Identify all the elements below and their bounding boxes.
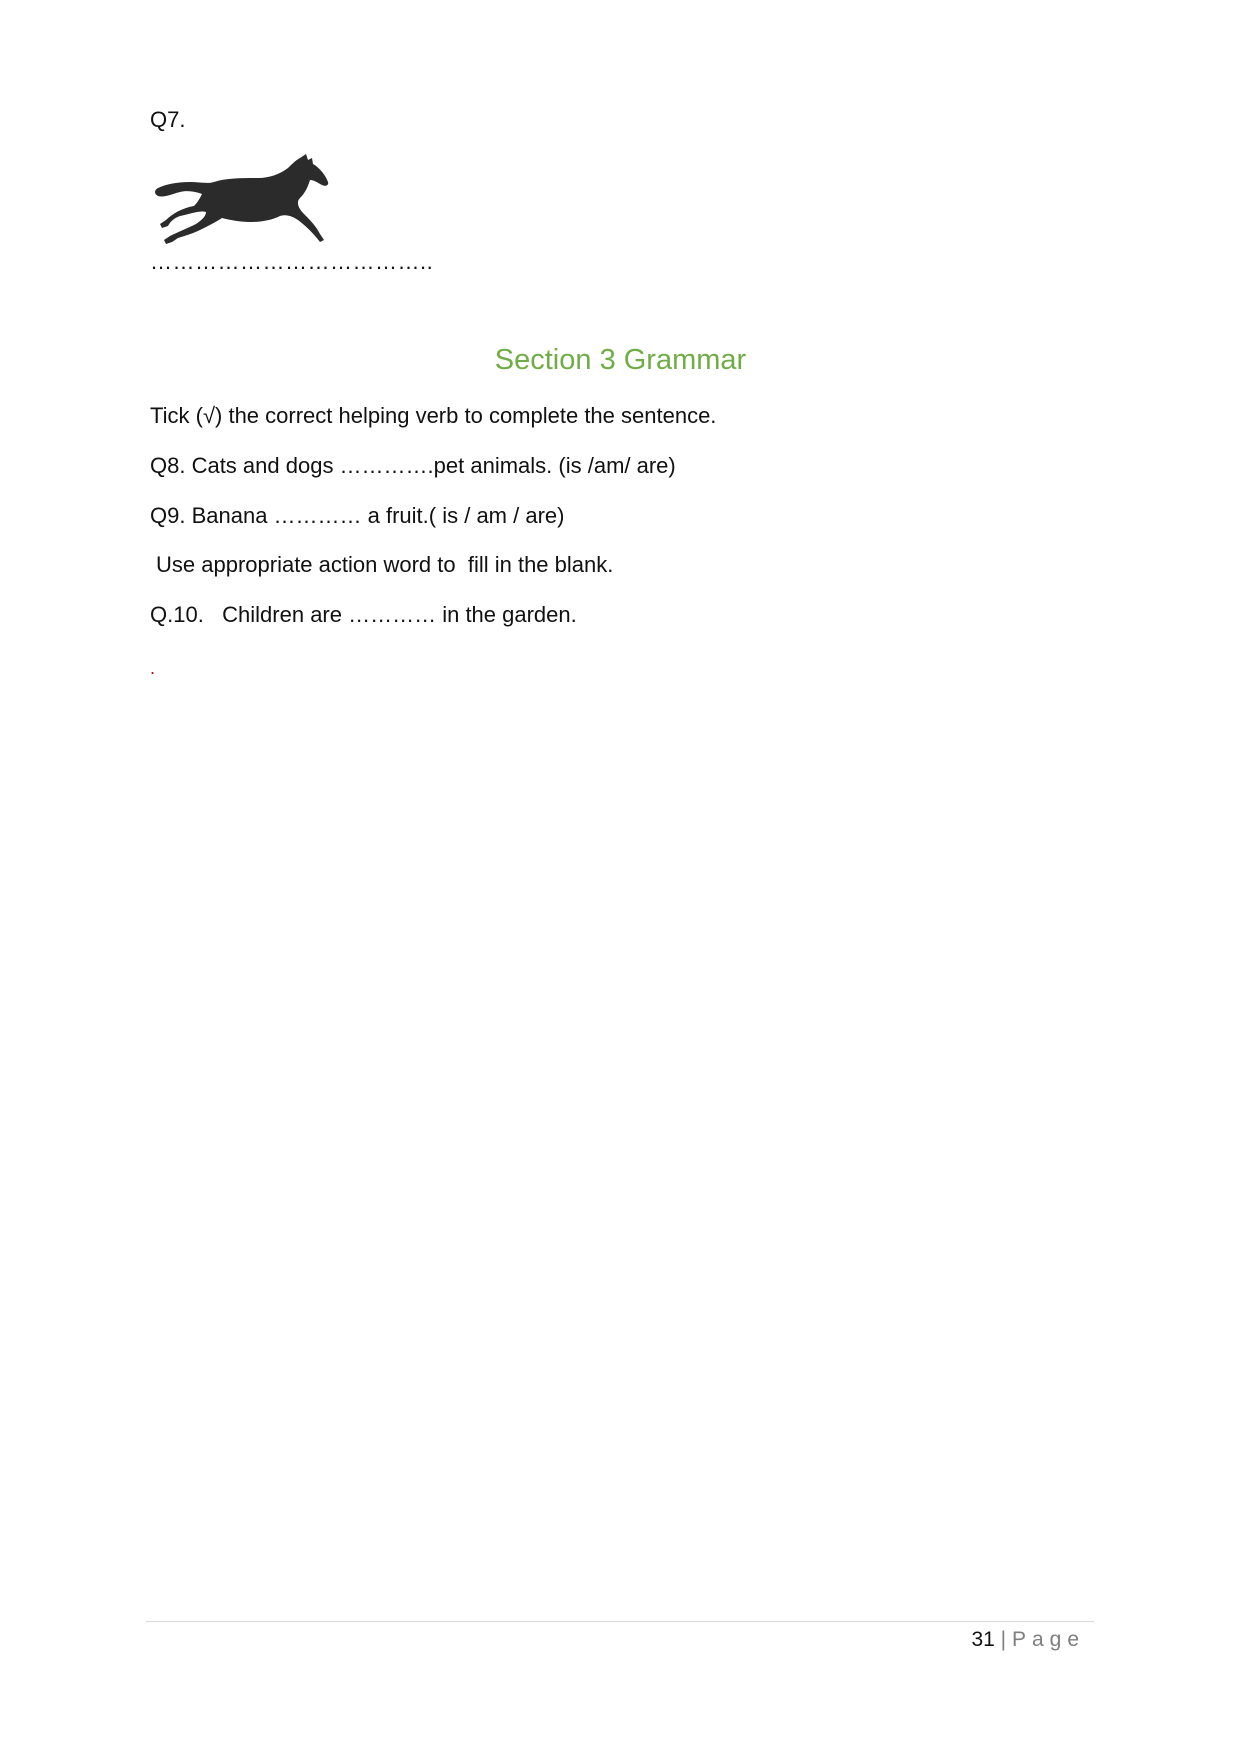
instruction-action-word: Use appropriate action word to fill in the blank. (156, 552, 614, 577)
instruction-helping-verb: Tick (√) the correct helping verb to complete the sentence. (150, 403, 717, 428)
question-7-answer-blank: ……………………………….. (150, 249, 434, 274)
page-number: 31 (971, 1628, 995, 1651)
section-heading: Section 3 Grammar (494, 344, 747, 376)
page-footer (971, 1626, 1085, 1654)
question-10: Q.10. Children are ………… in the garden. (150, 602, 577, 627)
footer-page-label: Page (1011, 1628, 1085, 1651)
question-7-label: Q7. (150, 107, 186, 132)
question-8: Q8. Cats and dogs ………….pet animals. (is /am/ are) (150, 453, 676, 478)
footer-divider (146, 1621, 1094, 1622)
footer-separator: | (1000, 1628, 1007, 1651)
horse-silhouette-icon (150, 152, 330, 246)
trailing-red-mark: . (150, 658, 156, 678)
question-9: Q9. Banana ………… a fruit.( is / am / are) (150, 503, 565, 528)
